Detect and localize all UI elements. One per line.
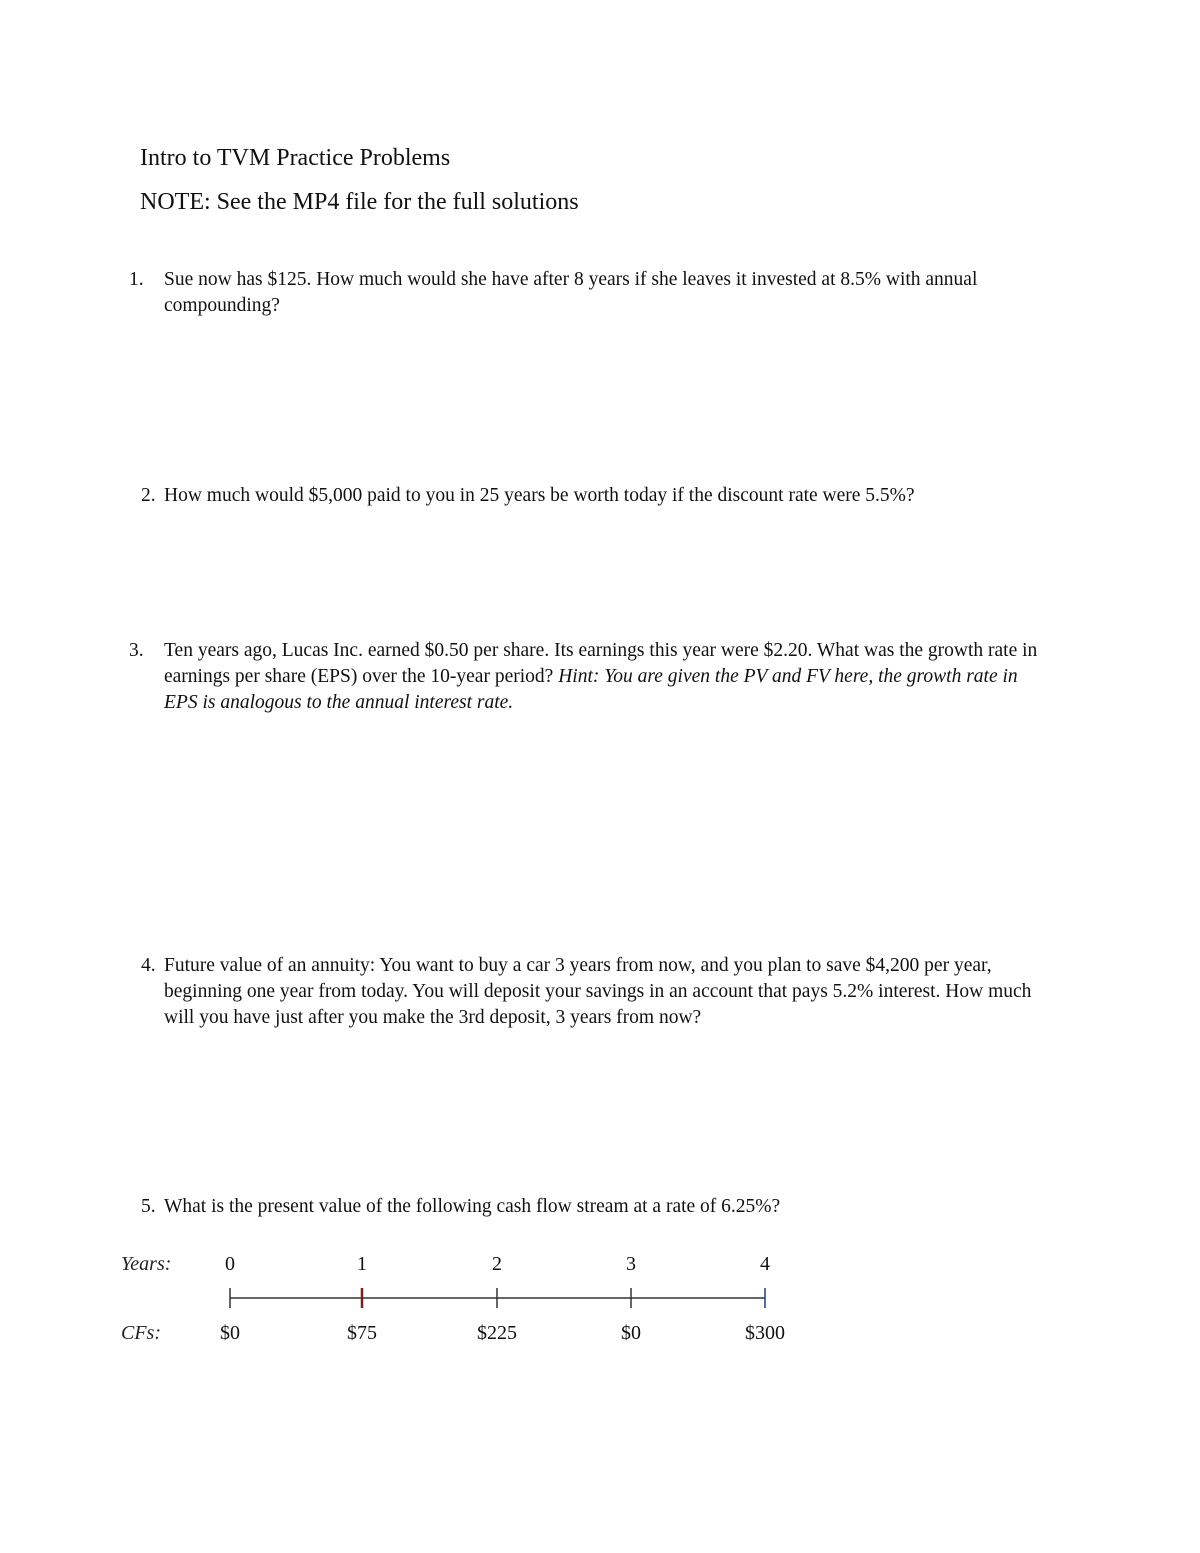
problem-hint: Hint: You are given the PV and FV here, the growth rate in EPS is analogous to the annual interest rate.: [164, 666, 1018, 713]
problem-number: 1.: [129, 269, 144, 290]
timeline-cash-flow: $300: [745, 1322, 785, 1344]
problem-2: [129, 483, 1049, 509]
document-note: NOTE: See the MP4 file for the full solutions: [140, 189, 579, 215]
problem-number: 4.: [141, 955, 156, 976]
timeline-cash-flow: $0: [220, 1322, 240, 1344]
problem-5: [129, 1194, 1049, 1220]
timeline-cash-flow: $75: [347, 1322, 377, 1344]
timeline-year-label: 0: [225, 1253, 235, 1275]
problem-1: [129, 267, 1049, 319]
timeline-years-label: Years:: [121, 1253, 172, 1275]
problem-text: Future value of an annuity: You want to buy a car 3 years from now, and you plan to save $4,200 per year, beginning one year from today. You will deposit your savings in an account that pays 5.2% interest. How much will you have just after you make the 3rd deposit, 3 years from now?: [164, 955, 1032, 1028]
problem-number: 5.: [141, 1196, 156, 1217]
problem-text: How much would $5,000 paid to you in 25 years be worth today if the discount rate were 5.5%?: [164, 485, 915, 506]
problem-4: [129, 953, 1049, 1031]
problem-number: 2.: [141, 485, 156, 506]
problem-text-wrapper: [164, 638, 1049, 716]
problem-text: What is the present value of the following cash flow stream at a rate of 6.25%?: [164, 1196, 781, 1217]
timeline-year-label: 2: [492, 1253, 502, 1275]
document-title: Intro to TVM Practice Problems: [140, 145, 451, 171]
problem-number: 3.: [129, 640, 144, 661]
timeline-cash-flow: $0: [621, 1322, 641, 1344]
problem-text: Sue now has $125. How much would she have after 8 years if she leaves it invested at 8.5% with annual compounding?: [164, 269, 978, 316]
timeline-cash-flow: $225: [477, 1322, 517, 1344]
problem-text: Ten years ago, Lucas Inc. earned $0.50 per share. Its earnings this year were $2.20. What was the growth rate in earnings per share (EPS) over the 10-year period?: [164, 640, 1038, 687]
timeline-cfs-label: CFs:: [121, 1322, 161, 1344]
timeline-year-label: 4: [760, 1253, 770, 1275]
timeline-year-label: 1: [357, 1253, 367, 1275]
problem-3: [129, 638, 1049, 716]
timeline-year-label: 3: [626, 1253, 636, 1275]
